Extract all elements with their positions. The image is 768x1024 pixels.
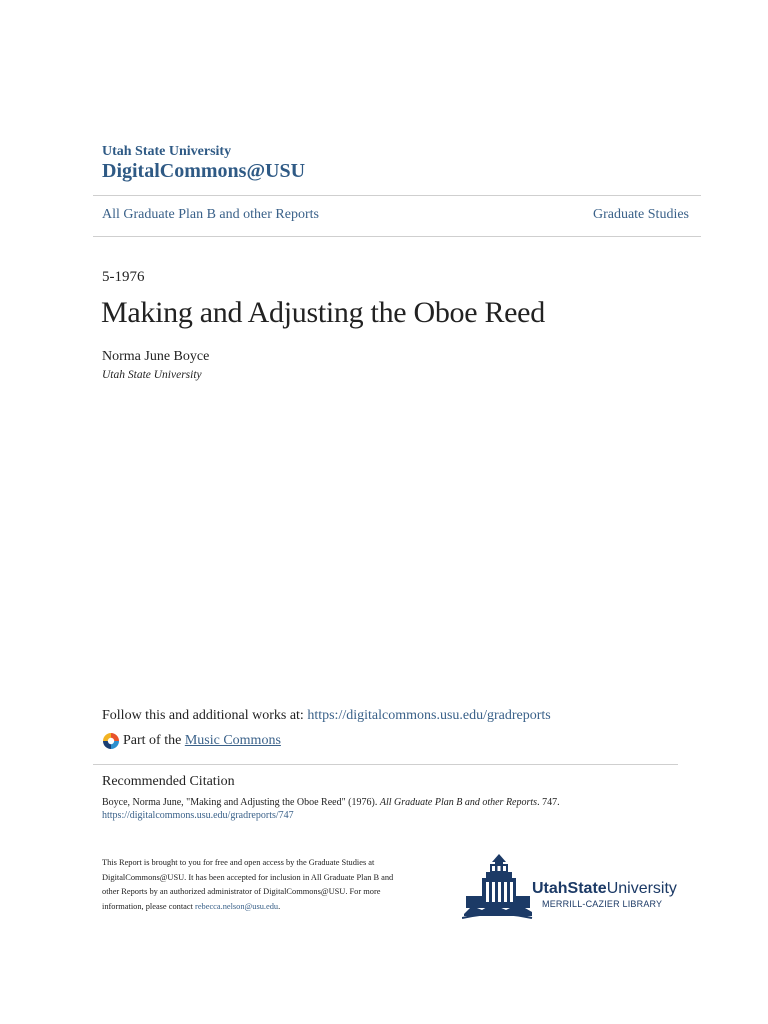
library-logo-subtitle: MERRILL-CAZIER LIBRARY — [542, 899, 663, 909]
university-name: Utah State University — [102, 144, 232, 159]
collection-link[interactable]: All Graduate Plan B and other Reports — [102, 207, 319, 222]
top-divider — [93, 195, 701, 196]
citation-main: Boyce, Norma June, "Making and Adjusting the Oboe Reed" (1976). — [102, 797, 380, 808]
network-commons-icon — [102, 732, 120, 750]
part-of-line — [102, 732, 281, 750]
citation-text — [102, 796, 560, 810]
citation-heading: Recommended Citation — [102, 774, 235, 789]
citation-divider — [93, 764, 678, 765]
department-link[interactable]: Graduate Studies — [592, 207, 689, 222]
citation-series: All Graduate Plan B and other Reports — [379, 797, 538, 808]
citation-number: . 747. — [537, 797, 560, 808]
follow-label: Follow this and additional works at: — [102, 708, 308, 723]
follow-line — [102, 708, 551, 724]
contact-email-link[interactable]: rebecca.nelson@usu.edu — [195, 901, 279, 911]
repository-name[interactable]: DigitalCommons@USU — [102, 160, 306, 182]
part-of-label: Part of the — [123, 733, 182, 748]
paper-title: Making and Adjusting the Oboe Reed — [101, 296, 545, 329]
follow-url-link[interactable]: https://digitalcommons.usu.edu/gradreports — [307, 708, 551, 723]
author-name: Norma June Boyce — [102, 349, 210, 364]
access-notice — [102, 856, 397, 914]
author-affiliation: Utah State University — [102, 369, 202, 381]
citation-url-link[interactable]: https://digitalcommons.usu.edu/gradreports/747 — [102, 810, 294, 821]
notice-text: This Report is brought to you for free and open access by the Graduate Studies at DigitalCommons@USU. It has been accepted for inclusion in All Graduate Plan B and other Reports by an authorized administrator of DigitalCommons@USU. For more information, please contact — [102, 858, 394, 911]
nav-divider — [93, 236, 701, 237]
notice-end: . — [278, 901, 281, 911]
music-commons-link[interactable]: Music Commons — [184, 733, 281, 748]
library-logo-name: UtahStateUniversity — [532, 880, 677, 897]
publication-date: 5-1976 — [102, 269, 145, 285]
